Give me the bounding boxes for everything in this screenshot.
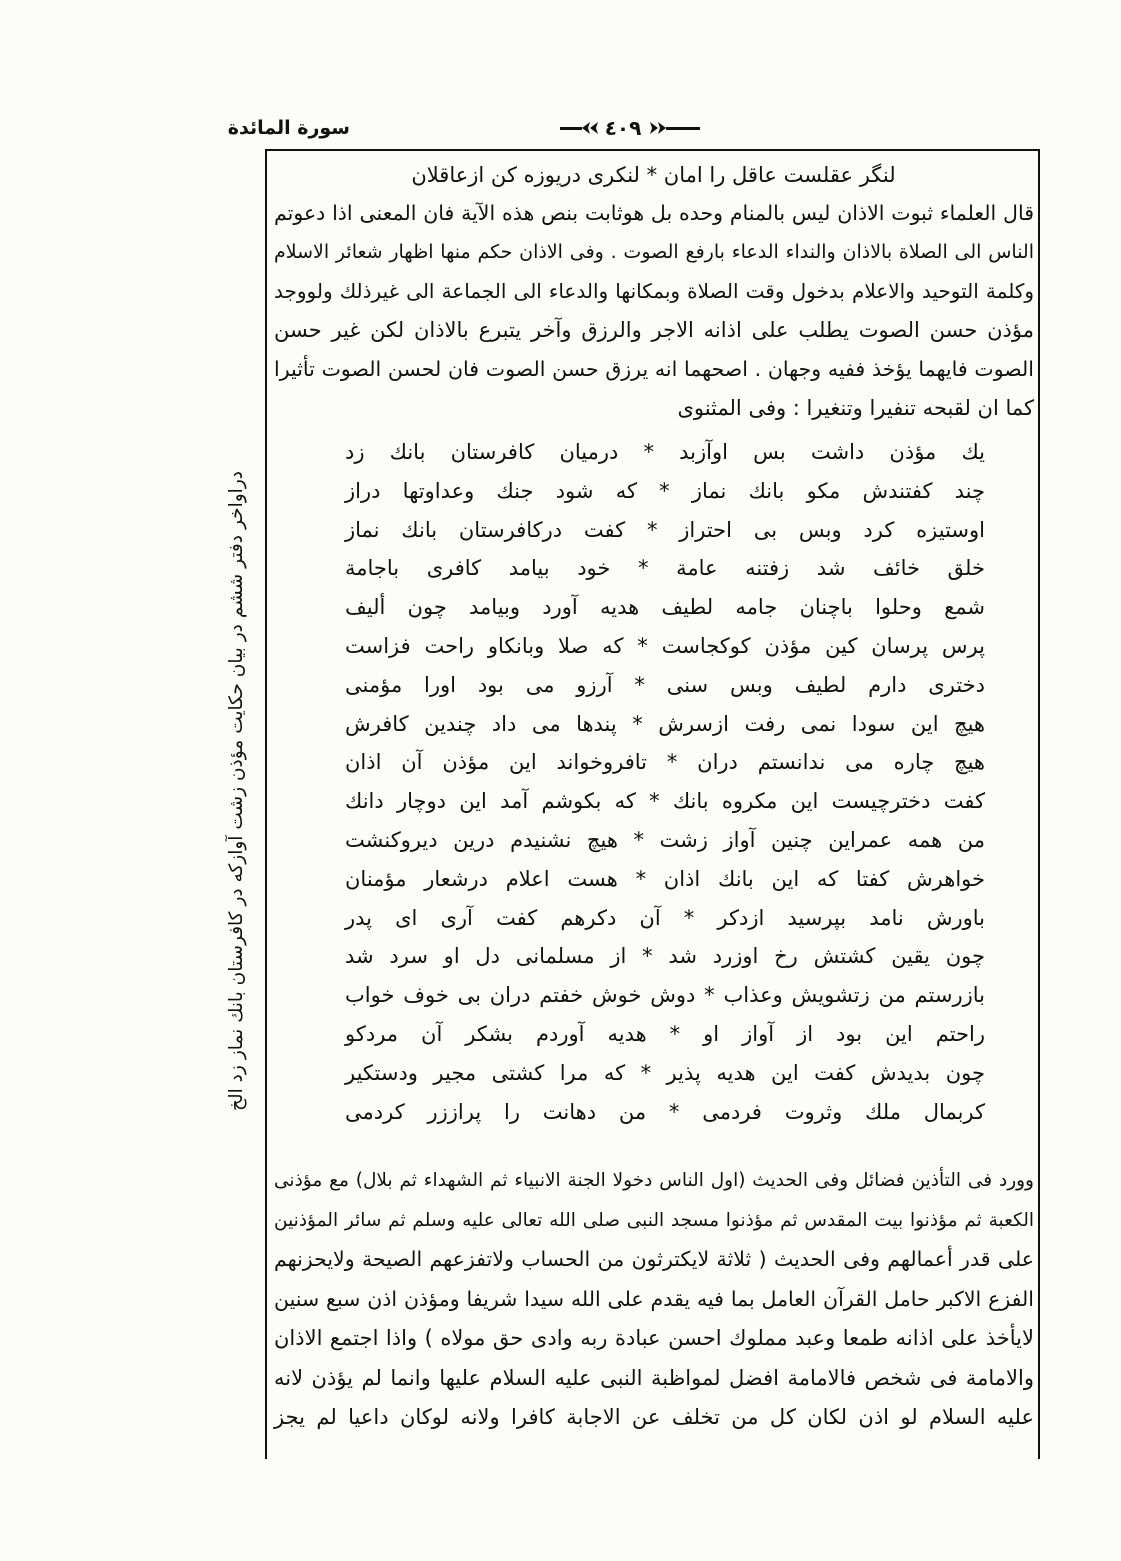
poem-couplet: چون بديدش كفت اين هديه پذير * كه مرا كشتى مجير ودستكير <box>345 1060 985 1085</box>
poem-couplet: يك مؤذن داشت بس اوآزبد * درميان كافرستان بانك زد <box>345 440 985 464</box>
poem-couplet: بازرستم من زتشويش وعذاب * دوش خوش خفتم دران بى خوف خواب <box>345 983 985 1008</box>
text-line: الفزع الاكبر حامل القرآن العامل بما فيه يقدم على الله سيدا شريفا ومؤذن اذن سبع سنين <box>274 1286 1034 1311</box>
opening-verse: لنگر عقلست عاقل را امان * لنكرى دريوزه كن ازعاقلان <box>411 163 896 187</box>
prose-top <box>274 194 1034 428</box>
poem-couplet: پرس پرسان كين مؤذن كوكجاست * كه صلا وبانكاو راحت فزاست <box>345 633 985 658</box>
ornament-right-icon <box>648 120 700 136</box>
text-line: وورد فى التأذين فضائل وفى الحديث (اول الناس دخولا الجنة الانبياء ثم الشهداء ثم بلال) مع مؤذنى <box>274 1170 1034 1191</box>
poem-couplet: هيچ چاره مى ندانستم دران * تافروخواند اين مؤذن آن اذان <box>345 750 985 775</box>
poem-couplet: چند كفتندش مكو بانك نماز * كه شود جنك وعداوتها دراز <box>345 478 985 503</box>
page-number: ٤٠٩ <box>604 116 642 140</box>
text-line: قال العلماء ثبوت الاذان ليس بالمنام وحده بل هوثابت بنص هذه الآية فان المعنى اذا دعوتم <box>274 201 1034 225</box>
margin-note: دراواخر دفتر ششم در بيان حكايت مؤذن زشت آوازكه در كافرستان بانك نماز زد الخ <box>226 471 247 1111</box>
text-line: عليه السلام لو اذن لكان كل من تخلف عن الاجابة كافرا ولانه لوكان داعيا لم يجز <box>274 1405 1034 1429</box>
surah-title: سورة المائدة <box>227 117 350 139</box>
text-line: مؤذن حسن الصوت يطلب على اذانه الاجر والرزق وآخر يتبرع بالاذان لكن غير حسن <box>274 318 1034 342</box>
prose-bottom <box>274 1161 1034 1438</box>
text-line: على قدر أعمالهم وفى الحديث ( ثلاثة لايكترثون من الحساب ولاتفزعهم الصيحة ولايحزنهم <box>274 1247 1034 1271</box>
poem-couplet: راحتم اين بود از آواز او * هديه آوردم بشكر آن مردكو <box>345 1021 985 1046</box>
poem-couplet: هيچ اين سودا نمى رفت ازسرش * پندها مى داد چندين كافرش <box>345 711 985 736</box>
poem-couplet: باورش نامد بپرسيد ازدكر * آن دكرهم كفت آرى اى پدر <box>345 905 985 930</box>
text-line: الصوت فايهما يؤخذ ففيه وجهان . اصحهما انه يرزق حسن الصوت فان لحسن الصوت تأثيرا <box>274 357 1034 381</box>
text-line: الناس الى الصلاة بالاذان والنداء الدعاء بارفع الصوت . وفى الاذان حكم منها اظهار شعائر الاسلام <box>274 241 1034 263</box>
poem-couplet: خواهرش كفتا كه اين بانك اذان * هست اعلام درشعار مؤمنان <box>345 866 985 891</box>
masnavi-poem <box>345 433 985 1131</box>
poem-couplet: كربمال ملك وثروت فردمى * من دهانت را پراززر كردمى <box>345 1099 985 1124</box>
text-line: كما ان لقبحه تنفيرا وتنغيرا : وفى المثنوى <box>677 396 1034 420</box>
poem-couplet: خلق خائف شد زفتنه عامة * خود بيامد كافرى باجامة <box>345 556 985 581</box>
poem-couplet: دخترى دارم لطيف وبس سنى * آرزو مى بود اورا مؤمنى <box>345 672 985 697</box>
text-line: وكلمة التوحيد والاعلام بدخول وقت الصلاة وبمكانها والدعاء الى الجماعة الى غيرذلك ولووجد <box>274 279 1034 303</box>
text-line: الكعبة ثم مؤذنوا بيت المقدس ثم مؤذنوا مسجد النبى صلى الله تعالى عليه وسلم ثم سائر المؤذنين <box>274 1209 1034 1231</box>
ornament-left-icon <box>560 120 600 136</box>
poem-couplet: اوستيزه كرد وبس بى احتراز * كفت دركافرستان بانك نماز <box>345 517 985 542</box>
poem-couplet: شمع وحلوا باچنان جامه لطيف هديه آورد وبيامد چون أليف <box>345 595 985 620</box>
poem-couplet: من همه عمراين چنين آواز زشت * هيچ نشنيدم درين ديروكنشت <box>345 827 985 852</box>
poem-couplet: كفت دخترچيست اين مكروه بانك * كه بكوشم آمد اين دوچار دانك <box>345 789 985 814</box>
poem-couplet: چون يقين كشتش رخ اوزرد شد * از مسلمانى دل او سرد شد <box>345 944 985 969</box>
text-line: لايأخذ على اذانه طمعا وعبد مملوك احسن عبادة ربه وادى حق مولاه ) واذا اجتمع الاذان <box>274 1326 1034 1350</box>
text-line: والامامة فى شخص فالامامة افضل لمواظبة النبى عليه السلام عليها وانما لم يؤذن لانه <box>274 1365 1034 1390</box>
